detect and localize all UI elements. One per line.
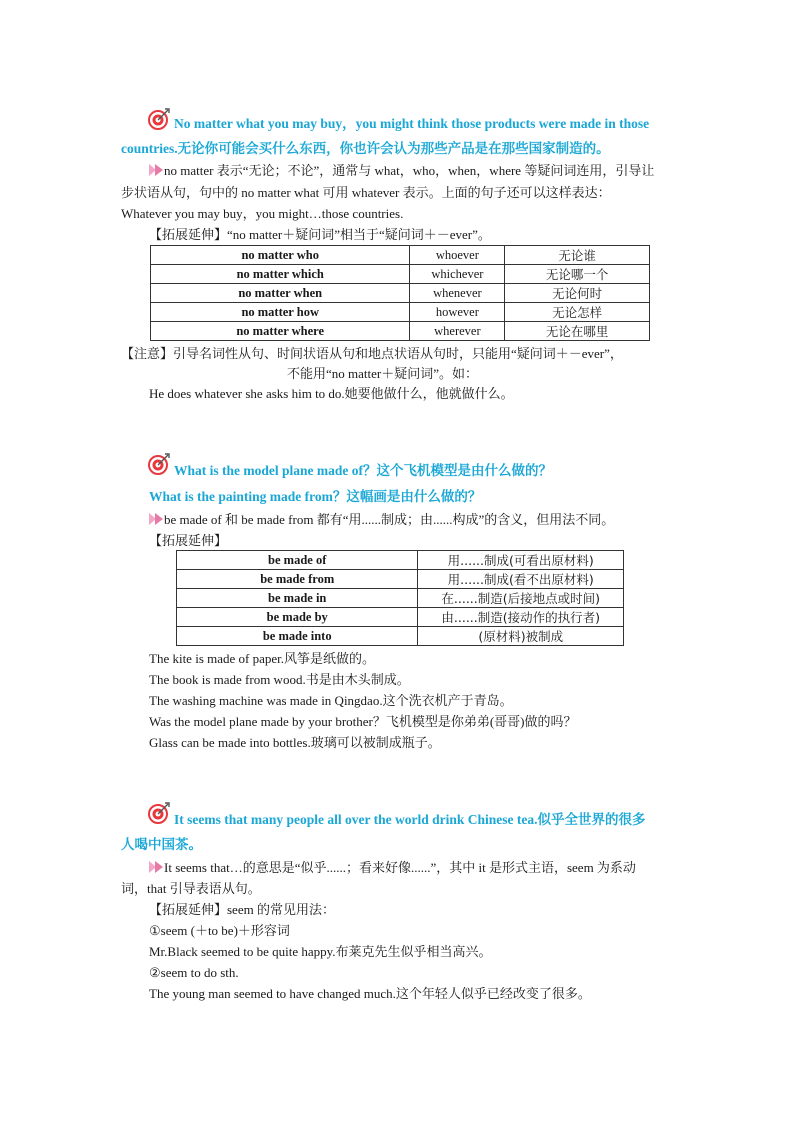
section2-example: The book is made from wood.书是由木头制成。 — [149, 672, 410, 687]
table-cell: be made into — [177, 627, 418, 646]
table-cell: whoever — [410, 246, 505, 265]
section2-heading: What is the model plane made of？这个飞机模型是由什么做的？ — [174, 463, 552, 478]
table-cell: be made by — [177, 608, 418, 627]
table-cell: 无论谁 — [505, 246, 650, 265]
section2-note — [149, 511, 614, 529]
table-cell: no matter when — [151, 284, 410, 303]
section3-note-line2: 词，that 引导表语从句。 — [121, 881, 261, 896]
section1-heading-cont: countries.无论你可能会买什么东西，你也许会认为那些产品是在那些国家制造的。 — [121, 141, 610, 156]
table-cell: wherever — [410, 322, 505, 341]
section1-example: He does whatever she asks him to do.她要他做什么，他就做什么。 — [149, 386, 514, 401]
section2-example: The washing machine was made in Qingdao.这个洗衣机产于青岛。 — [149, 693, 513, 708]
section2-heading-line2: What is the painting made from？这幅画是由什么做的？ — [149, 489, 482, 504]
table-row — [177, 589, 624, 608]
section3-note-text: It seems that…的意思是“似乎......；看来好像......”，其中 it 是形式主语，seem 为系动 — [164, 860, 636, 875]
section1-ext-title: 【拓展延伸】“no matter＋疑问词”相当于“疑问词＋－ever”。 — [149, 227, 491, 242]
table-cell: 用......制成(看不出原材料) — [418, 570, 624, 589]
table-cell: whichever — [410, 265, 505, 284]
table-cell: 用......制成(可看出原材料) — [418, 551, 624, 570]
table-cell: 无论在哪里 — [505, 322, 650, 341]
table-cell: no matter where — [151, 322, 410, 341]
table-row — [151, 284, 650, 303]
section1-note — [149, 162, 654, 180]
section3-usage: ②seem to do sth. — [149, 965, 239, 980]
section1-attention-line2: 不能用“no matter＋疑问词”。如： — [287, 366, 478, 381]
section3-example: Mr.Black seemed to be quite happy.布莱克先生似乎相当高兴。 — [149, 944, 492, 959]
target-icon — [148, 108, 170, 130]
section3-example: The young man seemed to have changed much.这个年轻人似乎已经改变了很多。 — [149, 986, 591, 1001]
arrow-icon — [149, 164, 163, 176]
table-cell: be made of — [177, 551, 418, 570]
no-matter-table — [150, 245, 650, 341]
section3-ext-title: 【拓展延伸】seem 的常见用法： — [149, 902, 335, 917]
table-row — [151, 303, 650, 322]
section2-example: The kite is made of paper.风筝是纸做的。 — [149, 651, 376, 666]
section3-usage: ①seem (＋to be)＋形容词 — [149, 923, 290, 938]
section1-heading: No matter what you may buy，you might think those products were made in those — [174, 116, 650, 131]
section1-note-text: no matter 表示“无论；不论”，通常与 what，who，when，where 等疑问词连用，引导让 — [164, 163, 655, 178]
section1-note-line2: 步状语从句，句中的 no matter what 可用 whatever 表示。上面的句子还可以这样表达： — [121, 185, 611, 200]
table-row — [151, 265, 650, 284]
table-cell: be made in — [177, 589, 418, 608]
arrow-icon — [149, 513, 163, 525]
arrow-icon — [149, 861, 163, 873]
table-cell: however — [410, 303, 505, 322]
table-row — [177, 608, 624, 627]
section2-example: Glass can be made into bottles.玻璃可以被制成瓶子。 — [149, 735, 441, 750]
table-row — [177, 570, 624, 589]
section3-heading-cont: 人喝中国茶。 — [121, 837, 202, 852]
section2-example: Was the model plane made by your brother？飞机模型是你弟弟(哥哥)做的吗？ — [149, 714, 577, 729]
table-row — [151, 246, 650, 265]
table-cell: be made from — [177, 570, 418, 589]
section3-note — [149, 859, 636, 877]
table-cell: 无论何时 — [505, 284, 650, 303]
section2-note-text: be made of 和 be made from 都有“用......制成；由......构成”的含义，但用法不同。 — [164, 512, 615, 527]
table-cell: no matter which — [151, 265, 410, 284]
target-icon — [148, 802, 170, 824]
target-icon — [148, 453, 170, 475]
section1-attention: 【注意】引导名词性从句、时间状语从句和地点状语从句时，只能用“疑问词＋－ever”， — [121, 346, 623, 361]
table-cell: 无论哪一个 — [505, 265, 650, 284]
table-cell: 无论怎样 — [505, 303, 650, 322]
table-cell: 由......制造(接动作的执行者) — [418, 608, 624, 627]
table-row — [177, 551, 624, 570]
table-row — [151, 322, 650, 341]
table-cell: no matter how — [151, 303, 410, 322]
be-made-table — [176, 550, 624, 646]
section1-note-line3: Whatever you may buy，you might…those countries. — [121, 206, 404, 221]
table-cell: 在......制造(后接地点或时间) — [418, 589, 624, 608]
section2-ext-title: 【拓展延伸】 — [149, 533, 228, 548]
table-cell: whenever — [410, 284, 505, 303]
table-cell: (原材料)被制成 — [418, 627, 624, 646]
table-row — [177, 627, 624, 646]
table-cell: no matter who — [151, 246, 410, 265]
section3-heading: It seems that many people all over the world drink Chinese tea.似乎全世界的很多 — [174, 812, 646, 827]
